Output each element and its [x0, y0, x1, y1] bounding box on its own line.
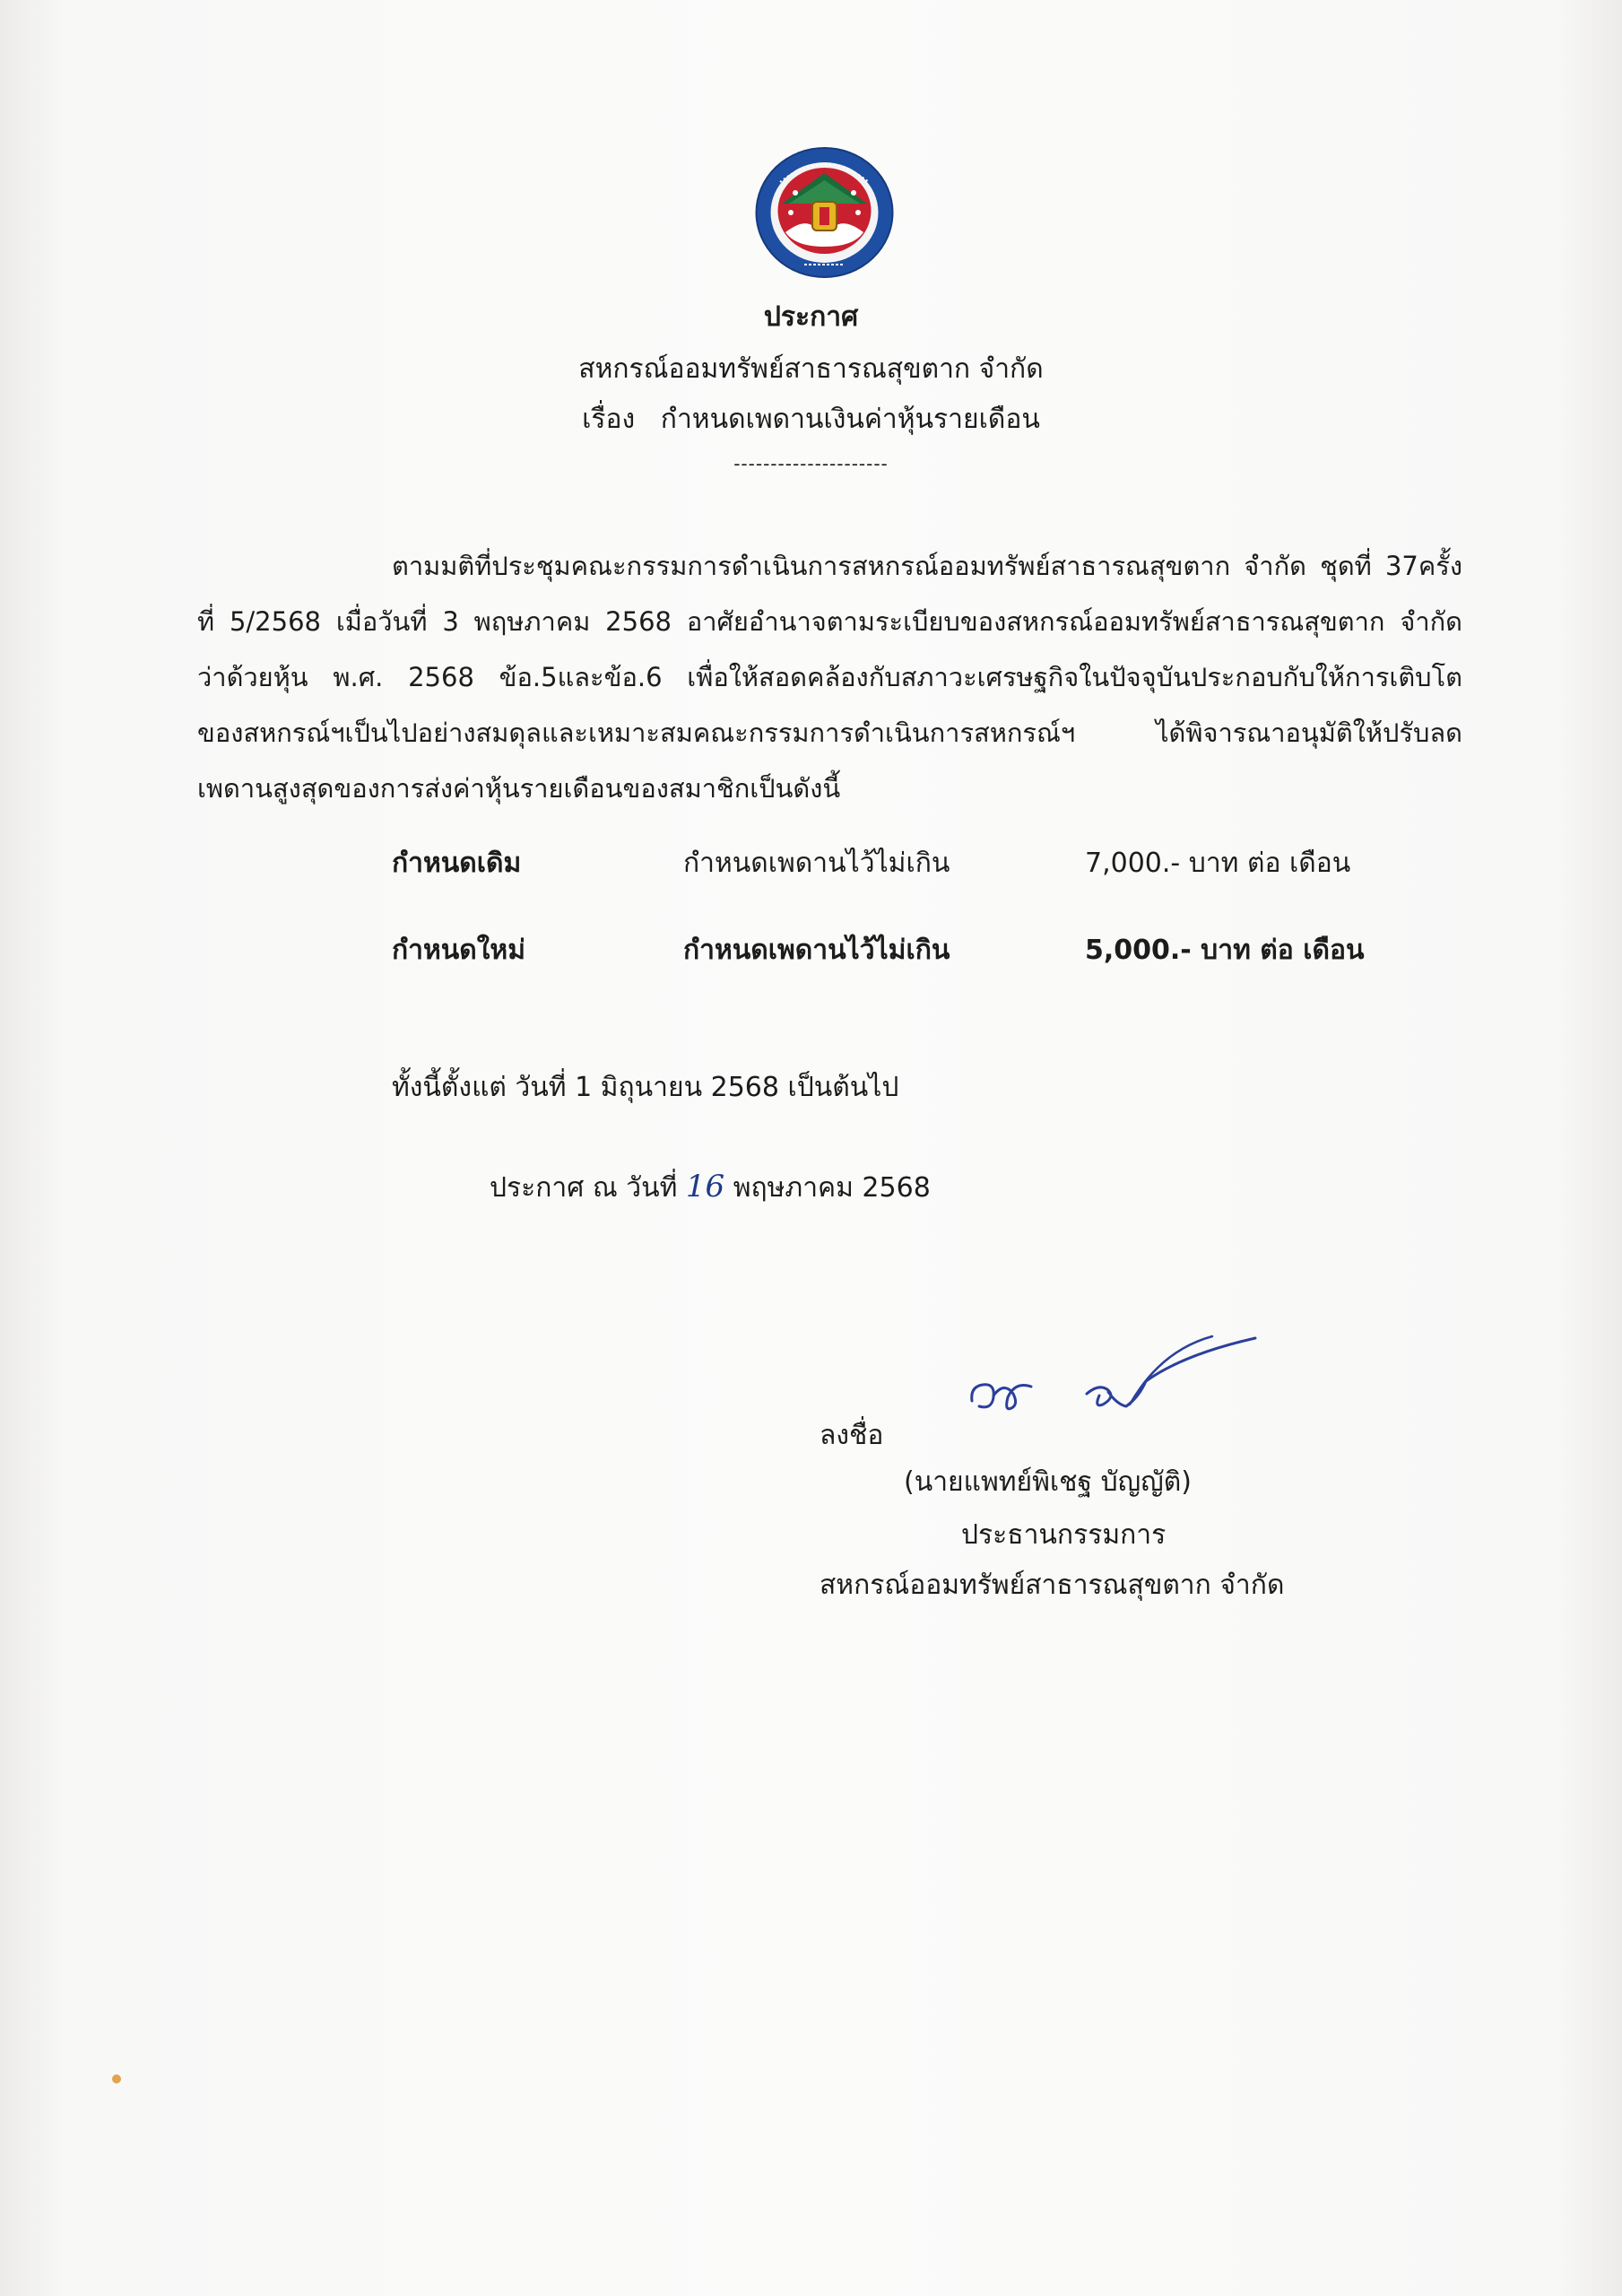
paper-speck [112, 2074, 121, 2083]
body-line: เพดานสูงสุดของการส่งค่าหุ้นรายเดือนของสมาชิกเป็นดังนี้ [197, 773, 841, 804]
cooperative-seal-logo [755, 146, 894, 279]
old-limit-desc: กำหนดเพดานไว้ไม่เกิน [683, 848, 950, 879]
announce-day-handwritten: 16 [685, 1169, 725, 1205]
body-paragraph [197, 538, 1462, 816]
new-limit-desc: กำหนดเพดานไว้ไม่เกิน [683, 935, 950, 966]
organization-name: สหกรณ์ออมทรัพย์สาธารณสุขตาก จำกัด [578, 353, 1044, 385]
page-title: ประกาศ [763, 301, 859, 333]
subject-text: กำหนดเพดานเงินค่าหุ้นรายเดือน [660, 404, 1040, 435]
subject-label: เรื่อง [582, 404, 636, 435]
body-line: ว่าด้วยหุ้น พ.ศ. 2568 ข้อ.5และข้อ.6 เพื่อให้สอดคล้องกับสภาวะเศรษฐกิจในปัจจุบันประกอบกับให้การเติบโต [197, 662, 1462, 692]
announce-prefix: ประกาศ ณ วันที่ [490, 1172, 678, 1204]
body-line: ที่ 5/2568 เมื่อวันที่ 3 พฤษภาคม 2568 อาศัยอำนาจตามระเบียบของสหกรณ์ออมทรัพย์สาธารณสุขตาก จำกัด [197, 606, 1462, 637]
old-limit-label: กำหนดเดิม [392, 848, 522, 879]
body-line: ของสหกรณ์ฯเป็นไปอย่างสมดุลและเหมาะสมคณะกรรมการดำเนินการสหกรณ์ฯ ได้พิจารณาอนุมัติให้ปรับลด [197, 718, 1462, 748]
effective-date: ทั้งนี้ตั้งแต่ วันที่ 1 มิถุนายน 2568 เป็นต้นไป [392, 1072, 899, 1103]
announce-suffix: พฤษภาคม 2568 [733, 1172, 931, 1204]
announcement-date [490, 1167, 931, 1209]
old-limit-amount: 7,000.- บาท ต่อ เดือน [1085, 848, 1351, 879]
header-divider: --------------------- [733, 453, 889, 474]
new-limit-amount: 5,000.- บาท ต่อ เดือน [1085, 935, 1365, 966]
signatory-name: (นายแพทย์พิเชฐ บัญญัติ) [904, 1466, 1192, 1498]
body-line: ตามมติที่ประชุมคณะกรรมการดำเนินการสหกรณ์ออมทรัพย์สาธารณสุขตาก จำกัด ชุดที่ 37ครั้ง [392, 551, 1462, 581]
signatory-position: ประธานกรรมการ [961, 1519, 1167, 1551]
subject-line [0, 398, 1622, 440]
new-limit-label: กำหนดใหม่ [392, 935, 525, 966]
handwritten-signature [968, 1327, 1264, 1435]
sign-label: ลงชื่อ [820, 1420, 884, 1451]
signatory-organization: สหกรณ์ออมทรัพย์สาธารณสุขตาก จำกัด [820, 1570, 1285, 1601]
